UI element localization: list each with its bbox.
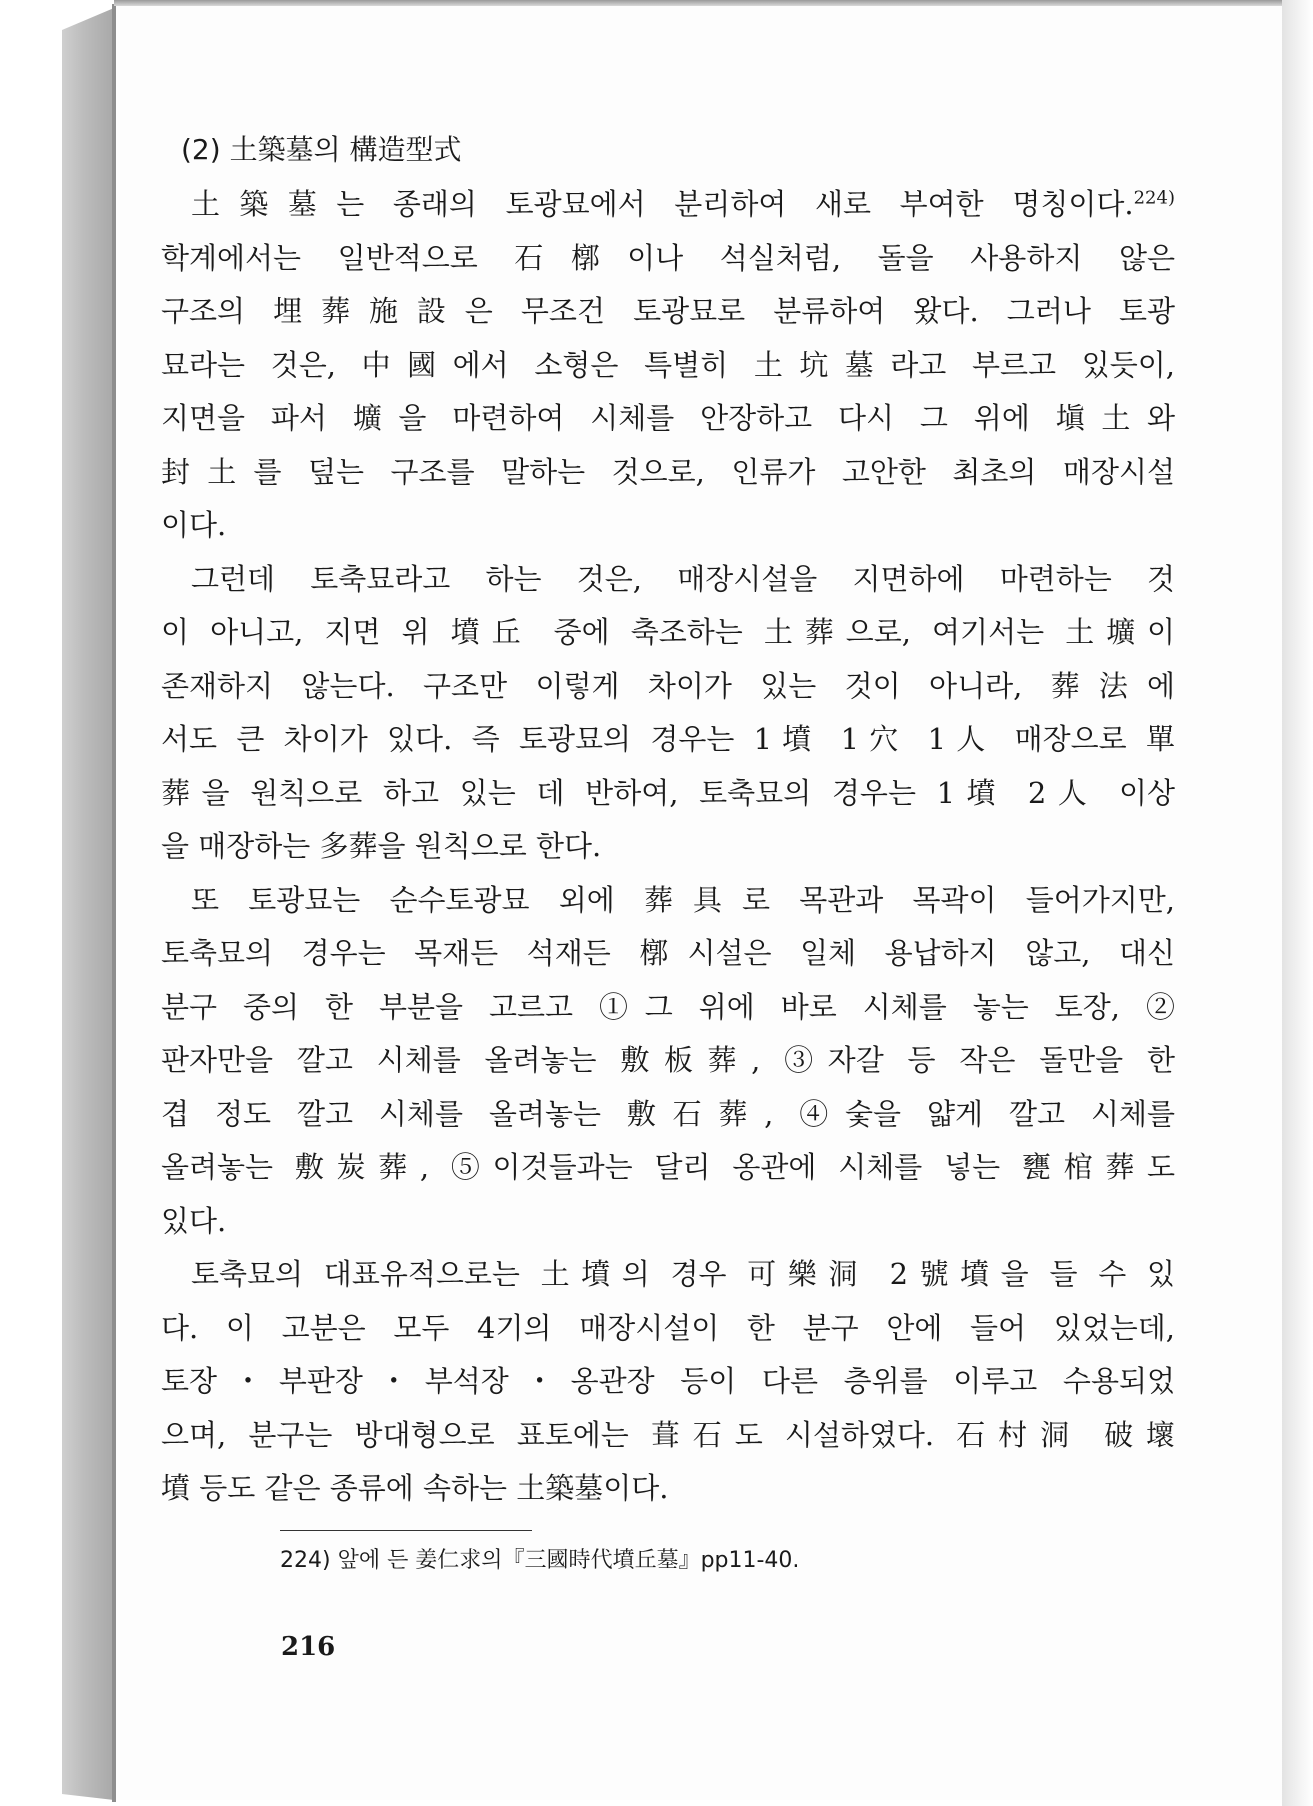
text-line: 겹 정도 깔고 시체를 올려놓는 敷石葬, ④숯을 얇게 깔고 시체를	[161, 1096, 1175, 1131]
text-line: 이다.	[161, 508, 227, 542]
text-line: 판자만을 깔고 시체를 올려놓는 敷板葬, ③자갈 등 작은 돌만을 한	[161, 1043, 1175, 1077]
text-line: 학계에서는 일반적으로 石槨이나 석실처럼, 돌을 사용하지 않은	[161, 240, 1175, 275]
footnote-divider	[280, 1530, 532, 1531]
text-line: 을 매장하는 多葬을 원칙으로 한다.	[161, 829, 602, 863]
paragraph-4	[161, 1248, 1175, 1516]
text-line: 서도 큰 차이가 있다. 즉 토광묘의 경우는 1墳 1穴 1人 매장으로 單	[161, 722, 1175, 756]
footnote-ref: 224)	[1133, 187, 1175, 209]
text-line: 구조의 埋葬施設은 무조건 토광묘로 분류하여 왔다. 그러나 토광	[161, 294, 1175, 328]
paragraph-3	[161, 874, 1175, 1249]
text-line: 토축묘의 대표유적으로는 土墳의 경우 可樂洞 2號墳을 들 수 있	[191, 1257, 1175, 1291]
text-line: 葬을 원칙으로 하고 있는 데 반하여, 토축묘의 경우는 1墳 2人 이상	[161, 775, 1175, 810]
book-spine	[62, 8, 114, 1800]
text-line: 존재하지 않는다. 구조만 이렇게 차이가 있는 것이 아니라, 葬法에	[161, 668, 1175, 703]
text-line: 그런데 토축묘라고 하는 것은, 매장시설을 지면하에 마련하는 것	[191, 561, 1175, 596]
footnote: 224) 앞에 든 姜仁求의『三國時代墳丘墓』pp11-40.	[280, 1548, 800, 1573]
page-right-shadow	[1282, 0, 1313, 1806]
text-line: 묘라는 것은, 中國에서 소형은 특별히 土坑墓라고 부르고 있듯이,	[161, 347, 1175, 382]
text-line: 으며, 분구는 방대형으로 표토에는 葺石도 시설하였다. 石村洞 破壞	[161, 1417, 1175, 1452]
paragraph-2	[161, 553, 1175, 874]
text-line: 土築墓는 종래의 토광묘에서 분리하여 새로 부여한 명칭이다.$^{224)}$	[191, 187, 1175, 221]
text-line: 토장・부판장・부석장・옹관장 등이 다른 층위를 이루고 수용되었	[161, 1364, 1175, 1398]
text-line: 다. 이 고분은 모두 4기의 매장시설이 한 분구 안에 들어 있었는데,	[161, 1310, 1175, 1345]
text-line: 올려놓는 敷炭葬, ⑤이것들과는 달리 옹관에 시체를 넣는 甕棺葬도	[161, 1150, 1175, 1184]
page-number: 216	[281, 1632, 336, 1662]
text-line: 토축묘의 경우는 목재든 석재든 槨시설은 일체 용납하지 않고, 대신	[161, 936, 1175, 970]
text-line: 있다.	[161, 1203, 227, 1238]
text-line: 墳 등도 같은 종류에 속하는 土築墓이다.	[161, 1471, 669, 1505]
section-heading: (2) 土築墓의 構造型式	[181, 133, 462, 166]
paragraph-1	[161, 178, 1175, 553]
text-line: 또 토광묘는 순수토광묘 외에 葬具로 목관과 목곽이 들어가지만,	[191, 882, 1175, 917]
text-line: 지면을 파서 壙을 마련하여 시체를 안장하고 다시 그 위에 塡土와	[161, 401, 1175, 435]
text-line: 분구 중의 한 부분을 고르고 ①그 위에 바로 시체를 놓는 토장, ②	[161, 989, 1175, 1024]
text-line: 이 아니고, 지면 위 墳丘 중에 축조하는 土葬으로, 여기서는 土壙이	[161, 615, 1175, 649]
body-text	[161, 130, 1175, 1516]
text-line: 封土를 덮는 구조를 말하는 것으로, 인류가 고안한 최초의 매장시설	[161, 454, 1175, 489]
